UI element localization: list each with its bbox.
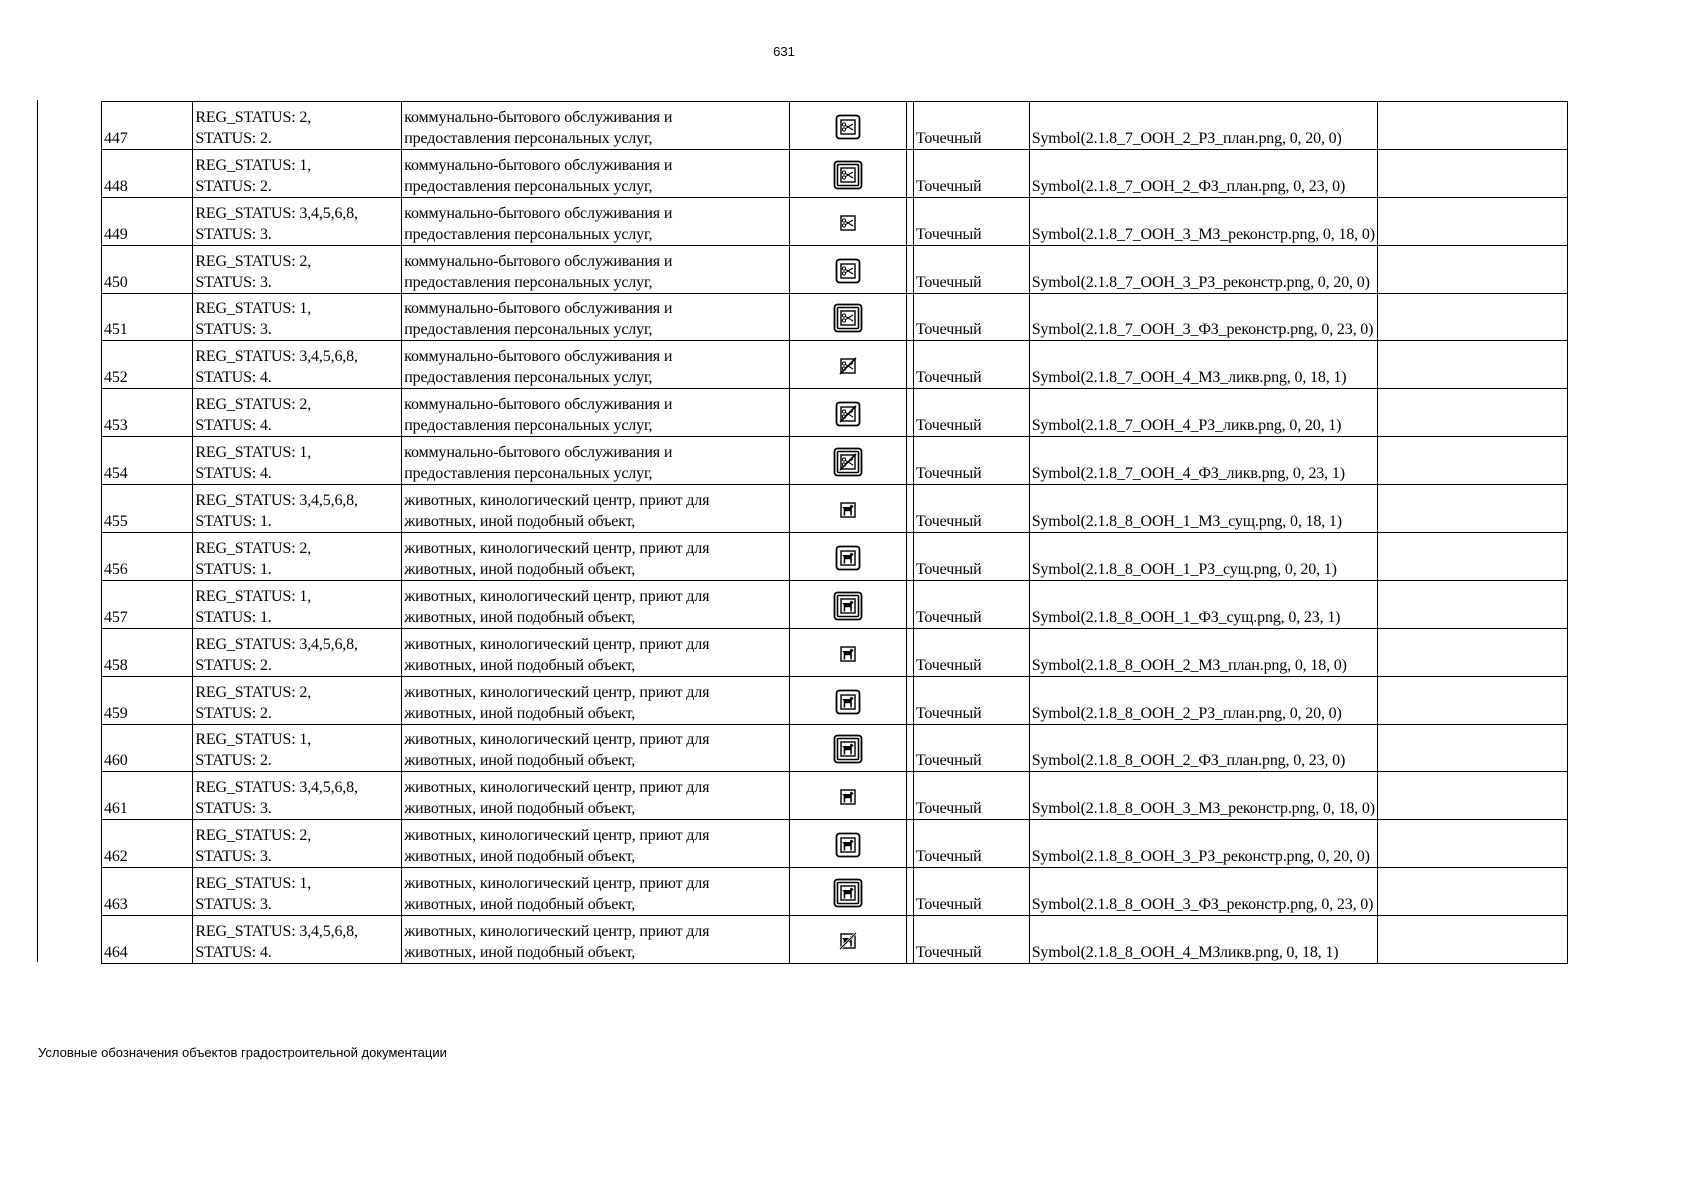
object-description-cell: [402, 820, 790, 868]
scissors-icon: [832, 207, 864, 239]
table-row: [102, 628, 1568, 676]
scissors-icon: [832, 159, 864, 191]
symbol-icon-cell: [790, 437, 907, 485]
symbol-expression: Symbol(2.1.8_8_ООН_3_ФЗ_реконстр.png, 0, 23, 0): [1029, 868, 1377, 916]
symbol-icon-cell: [790, 102, 907, 150]
geometry-type: Точечный: [913, 245, 1029, 293]
symbols-table: [101, 101, 1568, 964]
dog-icon: [832, 590, 864, 622]
status-condition-line-1: REG_STATUS: 1,: [195, 444, 312, 462]
status-condition-line-2: STATUS: 2.: [195, 177, 272, 195]
column-gap: [906, 341, 913, 389]
symbol-icon-cell: [790, 868, 907, 916]
object-description-line-2: животных, иной подобный объект,: [404, 560, 636, 578]
dog-icon: [832, 542, 864, 574]
status-condition-line-1: REG_STATUS: 3,4,5,6,8,: [195, 348, 358, 366]
object-description-cell: [402, 341, 790, 389]
object-description-cell: [402, 485, 790, 533]
empty-cell: [1377, 533, 1567, 581]
status-condition-line-1: REG_STATUS: 1,: [195, 587, 312, 605]
status-condition-line-1: REG_STATUS: 1,: [195, 300, 312, 318]
dog-icon: [832, 733, 864, 765]
column-gap: [906, 580, 913, 628]
symbol-icon-cell: [790, 485, 907, 533]
empty-cell: [1377, 580, 1567, 628]
row-number: 448: [102, 149, 193, 197]
symbol-icon-cell: [790, 341, 907, 389]
dog-crossed-icon: [832, 925, 864, 957]
object-description-line-1: животных, кинологический центр, приют для: [404, 635, 710, 653]
status-condition-line-2: STATUS: 4.: [195, 417, 272, 435]
object-description-line-2: животных, иной подобный объект,: [404, 848, 636, 866]
empty-cell: [1377, 437, 1567, 485]
status-condition-line-2: STATUS: 4.: [195, 369, 272, 387]
status-condition-cell: [193, 341, 402, 389]
geometry-type: Точечный: [913, 485, 1029, 533]
object-description-line-1: животных, кинологический центр, приют для: [404, 923, 710, 941]
status-condition-line-2: STATUS: 4.: [195, 944, 272, 962]
empty-cell: [1377, 102, 1567, 150]
status-condition-line-1: REG_STATUS: 1,: [195, 731, 312, 749]
table-row: [102, 724, 1568, 772]
status-condition-line-1: REG_STATUS: 3,4,5,6,8,: [195, 492, 358, 510]
object-description-line-2: предоставления персональных услуг,: [404, 225, 653, 243]
object-description-cell: [402, 293, 790, 341]
object-description-line-1: коммунально-бытового обслуживания и: [404, 396, 673, 414]
status-condition-line-2: STATUS: 3.: [195, 321, 272, 339]
table-row: [102, 341, 1568, 389]
column-gap: [906, 772, 913, 820]
status-condition-line-1: REG_STATUS: 3,4,5,6,8,: [195, 204, 358, 222]
object-description-line-1: коммунально-бытового обслуживания и: [404, 204, 673, 222]
status-condition-line-2: STATUS: 2.: [195, 752, 272, 770]
geometry-type: Точечный: [913, 676, 1029, 724]
row-number: 459: [102, 676, 193, 724]
object-description-line-2: животных, иной подобный объект,: [404, 896, 636, 914]
object-description-line-1: животных, кинологический центр, приют для: [404, 779, 710, 797]
object-description-line-2: животных, иной подобный объект,: [404, 608, 636, 626]
object-description-cell: [402, 533, 790, 581]
symbol-expression: Symbol(2.1.8_7_ООН_3_ФЗ_реконстр.png, 0, 23, 0): [1029, 293, 1377, 341]
object-description-line-2: животных, иной подобный объект,: [404, 800, 636, 818]
column-gap: [906, 389, 913, 437]
status-condition-cell: [193, 628, 402, 676]
row-number: 447: [102, 102, 193, 150]
symbol-expression: Symbol(2.1.8_7_ООН_4_РЗ_ликв.png, 0, 20, 1): [1029, 389, 1377, 437]
row-number: 463: [102, 868, 193, 916]
status-condition-cell: [193, 389, 402, 437]
geometry-type: Точечный: [913, 533, 1029, 581]
object-description-line-2: животных, иной подобный объект,: [404, 656, 636, 674]
row-number: 450: [102, 245, 193, 293]
symbol-expression: Symbol(2.1.8_7_ООН_3_РЗ_реконстр.png, 0, 20, 0): [1029, 245, 1377, 293]
status-condition-cell: [193, 245, 402, 293]
status-condition-cell: [193, 149, 402, 197]
dog-icon: [832, 686, 864, 718]
table-row: [102, 820, 1568, 868]
column-gap: [906, 197, 913, 245]
column-gap: [906, 149, 913, 197]
object-description-line-2: животных, иной подобный объект,: [404, 704, 636, 722]
dog-icon: [832, 877, 864, 909]
row-number: 451: [102, 293, 193, 341]
object-description-line-1: животных, кинологический центр, приют для: [404, 539, 710, 557]
status-condition-line-1: REG_STATUS: 2,: [195, 827, 312, 845]
status-condition-line-1: REG_STATUS: 1,: [195, 875, 312, 893]
object-description-line-2: предоставления персональных услуг,: [404, 369, 653, 387]
status-condition-line-1: REG_STATUS: 3,4,5,6,8,: [195, 635, 358, 653]
status-condition-line-2: STATUS: 2.: [195, 704, 272, 722]
symbol-icon-cell: [790, 245, 907, 293]
row-number: 456: [102, 533, 193, 581]
object-description-line-2: предоставления персональных услуг,: [404, 177, 653, 195]
symbol-icon-cell: [790, 820, 907, 868]
status-condition-cell: [193, 533, 402, 581]
symbol-expression: Symbol(2.1.8_8_ООН_1_РЗ_сущ.png, 0, 20, 1): [1029, 533, 1377, 581]
scissors-icon: [832, 111, 864, 143]
row-number: 455: [102, 485, 193, 533]
object-description-line-2: предоставления персональных услуг,: [404, 417, 653, 435]
object-description-line-2: предоставления персональных услуг,: [404, 273, 653, 291]
empty-cell: [1377, 341, 1567, 389]
status-condition-line-1: REG_STATUS: 2,: [195, 252, 312, 270]
empty-cell: [1377, 916, 1567, 964]
object-description-line-2: животных, иной подобный объект,: [404, 752, 636, 770]
column-gap: [906, 724, 913, 772]
row-number: 458: [102, 628, 193, 676]
status-condition-cell: [193, 437, 402, 485]
object-description-line-1: животных, кинологический центр, приют для: [404, 492, 710, 510]
column-gap: [906, 102, 913, 150]
object-description-line-1: коммунально-бытового обслуживания и: [404, 348, 673, 366]
object-description-line-1: животных, кинологический центр, приют для: [404, 683, 710, 701]
row-number: 464: [102, 916, 193, 964]
geometry-type: Точечный: [913, 102, 1029, 150]
symbols-table-body: [102, 102, 1568, 964]
object-description-cell: [402, 676, 790, 724]
table-row: [102, 533, 1568, 581]
table-row: [102, 197, 1568, 245]
symbol-icon-cell: [790, 580, 907, 628]
object-description-cell: [402, 772, 790, 820]
symbol-expression: Symbol(2.1.8_8_ООН_4_МЗликв.png, 0, 18, 1): [1029, 916, 1377, 964]
scissors-crossed-icon: [832, 398, 864, 430]
status-condition-cell: [193, 102, 402, 150]
status-condition-line-2: STATUS: 2.: [195, 656, 272, 674]
status-condition-cell: [193, 724, 402, 772]
scissors-crossed-icon: [832, 350, 864, 382]
empty-cell: [1377, 676, 1567, 724]
object-description-cell: [402, 580, 790, 628]
empty-cell: [1377, 197, 1567, 245]
object-description-cell: [402, 149, 790, 197]
empty-cell: [1377, 724, 1567, 772]
page-footer: Условные обозначения объектов градостроительной документации: [38, 1045, 447, 1060]
empty-cell: [1377, 772, 1567, 820]
object-description-cell: [402, 868, 790, 916]
empty-cell: [1377, 868, 1567, 916]
object-description-line-1: коммунально-бытового обслуживания и: [404, 444, 673, 462]
symbol-icon-cell: [790, 916, 907, 964]
empty-cell: [1377, 389, 1567, 437]
dog-icon: [832, 781, 864, 813]
status-condition-cell: [193, 580, 402, 628]
status-condition-line-2: STATUS: 3.: [195, 848, 272, 866]
scissors-icon: [832, 255, 864, 287]
object-description-line-1: коммунально-бытового обслуживания и: [404, 108, 673, 126]
scissors-icon: [832, 302, 864, 334]
status-condition-line-1: REG_STATUS: 1,: [195, 156, 312, 174]
object-description-line-2: предоставления персональных услуг,: [404, 465, 653, 483]
object-description-line-2: животных, иной подобный объект,: [404, 944, 636, 962]
symbol-expression: Symbol(2.1.8_7_ООН_4_МЗ_ликв.png, 0, 18, 1): [1029, 341, 1377, 389]
symbol-icon-cell: [790, 197, 907, 245]
symbol-expression: Symbol(2.1.8_8_ООН_1_ФЗ_сущ.png, 0, 23, 1): [1029, 580, 1377, 628]
status-condition-line-1: REG_STATUS: 2,: [195, 539, 312, 557]
status-condition-line-2: STATUS: 3.: [195, 800, 272, 818]
table-row: [102, 437, 1568, 485]
object-description-cell: [402, 245, 790, 293]
table-row: [102, 245, 1568, 293]
symbol-icon-cell: [790, 724, 907, 772]
object-description-cell: [402, 628, 790, 676]
object-description-line-1: коммунально-бытового обслуживания и: [404, 300, 673, 318]
object-description-line-1: животных, кинологический центр, приют для: [404, 875, 710, 893]
empty-cell: [1377, 485, 1567, 533]
column-gap: [906, 245, 913, 293]
empty-cell: [1377, 149, 1567, 197]
symbol-expression: Symbol(2.1.8_7_ООН_2_РЗ_план.png, 0, 20, 0): [1029, 102, 1377, 150]
object-description-line-1: животных, кинологический центр, приют для: [404, 587, 710, 605]
symbol-expression: Symbol(2.1.8_8_ООН_3_МЗ_реконстр.png, 0, 18, 0): [1029, 772, 1377, 820]
symbol-expression: Symbol(2.1.8_8_ООН_1_МЗ_сущ.png, 0, 18, 1): [1029, 485, 1377, 533]
geometry-type: Точечный: [913, 149, 1029, 197]
row-number: 449: [102, 197, 193, 245]
table-row: [102, 580, 1568, 628]
column-gap: [906, 868, 913, 916]
object-description-cell: [402, 102, 790, 150]
status-condition-cell: [193, 293, 402, 341]
status-condition-line-1: REG_STATUS: 2,: [195, 683, 312, 701]
symbol-icon-cell: [790, 293, 907, 341]
symbol-expression: Symbol(2.1.8_8_ООН_3_РЗ_реконстр.png, 0, 20, 0): [1029, 820, 1377, 868]
object-description-line-2: предоставления персональных услуг,: [404, 129, 653, 147]
status-condition-cell: [193, 868, 402, 916]
empty-cell: [1377, 293, 1567, 341]
geometry-type: Точечный: [913, 389, 1029, 437]
object-description-line-1: коммунально-бытового обслуживания и: [404, 252, 673, 270]
status-condition-line-2: STATUS: 1.: [195, 513, 272, 531]
row-number: 453: [102, 389, 193, 437]
empty-cell: [1377, 820, 1567, 868]
symbol-icon-cell: [790, 772, 907, 820]
margin-rule: [37, 100, 38, 962]
dog-icon: [832, 494, 864, 526]
geometry-type: Точечный: [913, 820, 1029, 868]
status-condition-line-1: REG_STATUS: 3,4,5,6,8,: [195, 923, 358, 941]
row-number: 460: [102, 724, 193, 772]
column-gap: [906, 437, 913, 485]
symbol-icon-cell: [790, 389, 907, 437]
status-condition-line-2: STATUS: 4.: [195, 465, 272, 483]
column-gap: [906, 916, 913, 964]
row-number: 454: [102, 437, 193, 485]
column-gap: [906, 533, 913, 581]
dog-icon: [832, 829, 864, 861]
geometry-type: Точечный: [913, 293, 1029, 341]
object-description-line-2: животных, иной подобный объект,: [404, 513, 636, 531]
status-condition-line-1: REG_STATUS: 2,: [195, 396, 312, 414]
status-condition-line-2: STATUS: 3.: [195, 273, 272, 291]
scissors-crossed-icon: [832, 446, 864, 478]
status-condition-line-2: STATUS: 2.: [195, 129, 272, 147]
object-description-cell: [402, 389, 790, 437]
object-description-line-2: предоставления персональных услуг,: [404, 321, 653, 339]
object-description-line-1: животных, кинологический центр, приют для: [404, 827, 710, 845]
symbol-expression: Symbol(2.1.8_8_ООН_2_ФЗ_план.png, 0, 23, 0): [1029, 724, 1377, 772]
geometry-type: Точечный: [913, 341, 1029, 389]
status-condition-line-1: REG_STATUS: 3,4,5,6,8,: [195, 779, 358, 797]
row-number: 452: [102, 341, 193, 389]
geometry-type: Точечный: [913, 724, 1029, 772]
status-condition-line-2: STATUS: 3.: [195, 896, 272, 914]
geometry-type: Точечный: [913, 437, 1029, 485]
symbol-expression: Symbol(2.1.8_8_ООН_2_РЗ_план.png, 0, 20, 0): [1029, 676, 1377, 724]
geometry-type: Точечный: [913, 772, 1029, 820]
symbol-expression: Symbol(2.1.8_8_ООН_2_МЗ_план.png, 0, 18, 0): [1029, 628, 1377, 676]
object-description-line-1: животных, кинологический центр, приют для: [404, 731, 710, 749]
empty-cell: [1377, 245, 1567, 293]
geometry-type: Точечный: [913, 580, 1029, 628]
geometry-type: Точечный: [913, 628, 1029, 676]
status-condition-cell: [193, 772, 402, 820]
symbol-icon-cell: [790, 149, 907, 197]
row-number: 457: [102, 580, 193, 628]
symbol-icon-cell: [790, 533, 907, 581]
object-description-line-1: коммунально-бытового обслуживания и: [404, 156, 673, 174]
symbol-expression: Symbol(2.1.8_7_ООН_2_ФЗ_план.png, 0, 23, 0): [1029, 149, 1377, 197]
table-row: [102, 389, 1568, 437]
column-gap: [906, 293, 913, 341]
table-row: [102, 916, 1568, 964]
status-condition-line-2: STATUS: 3.: [195, 225, 272, 243]
geometry-type: Точечный: [913, 197, 1029, 245]
status-condition-cell: [193, 197, 402, 245]
status-condition-cell: [193, 676, 402, 724]
status-condition-line-2: STATUS: 1.: [195, 560, 272, 578]
status-condition-cell: [193, 916, 402, 964]
table-row: [102, 102, 1568, 150]
status-condition-line-1: REG_STATUS: 2,: [195, 108, 312, 126]
symbol-expression: Symbol(2.1.8_7_ООН_3_МЗ_реконстр.png, 0, 18, 0): [1029, 197, 1377, 245]
table-row: [102, 149, 1568, 197]
table-row: [102, 772, 1568, 820]
table-row: [102, 676, 1568, 724]
page-number: 631: [773, 44, 795, 59]
status-condition-line-2: STATUS: 1.: [195, 608, 272, 626]
symbol-icon-cell: [790, 628, 907, 676]
table-row: [102, 868, 1568, 916]
dog-icon: [832, 638, 864, 670]
column-gap: [906, 628, 913, 676]
table-row: [102, 485, 1568, 533]
row-number: 462: [102, 820, 193, 868]
object-description-cell: [402, 724, 790, 772]
empty-cell: [1377, 628, 1567, 676]
object-description-cell: [402, 197, 790, 245]
table-row: [102, 293, 1568, 341]
column-gap: [906, 485, 913, 533]
object-description-cell: [402, 916, 790, 964]
status-condition-cell: [193, 485, 402, 533]
symbol-icon-cell: [790, 676, 907, 724]
symbol-expression: Symbol(2.1.8_7_ООН_4_ФЗ_ликв.png, 0, 23, 1): [1029, 437, 1377, 485]
object-description-cell: [402, 437, 790, 485]
column-gap: [906, 820, 913, 868]
row-number: 461: [102, 772, 193, 820]
geometry-type: Точечный: [913, 916, 1029, 964]
column-gap: [906, 676, 913, 724]
status-condition-cell: [193, 820, 402, 868]
geometry-type: Точечный: [913, 868, 1029, 916]
